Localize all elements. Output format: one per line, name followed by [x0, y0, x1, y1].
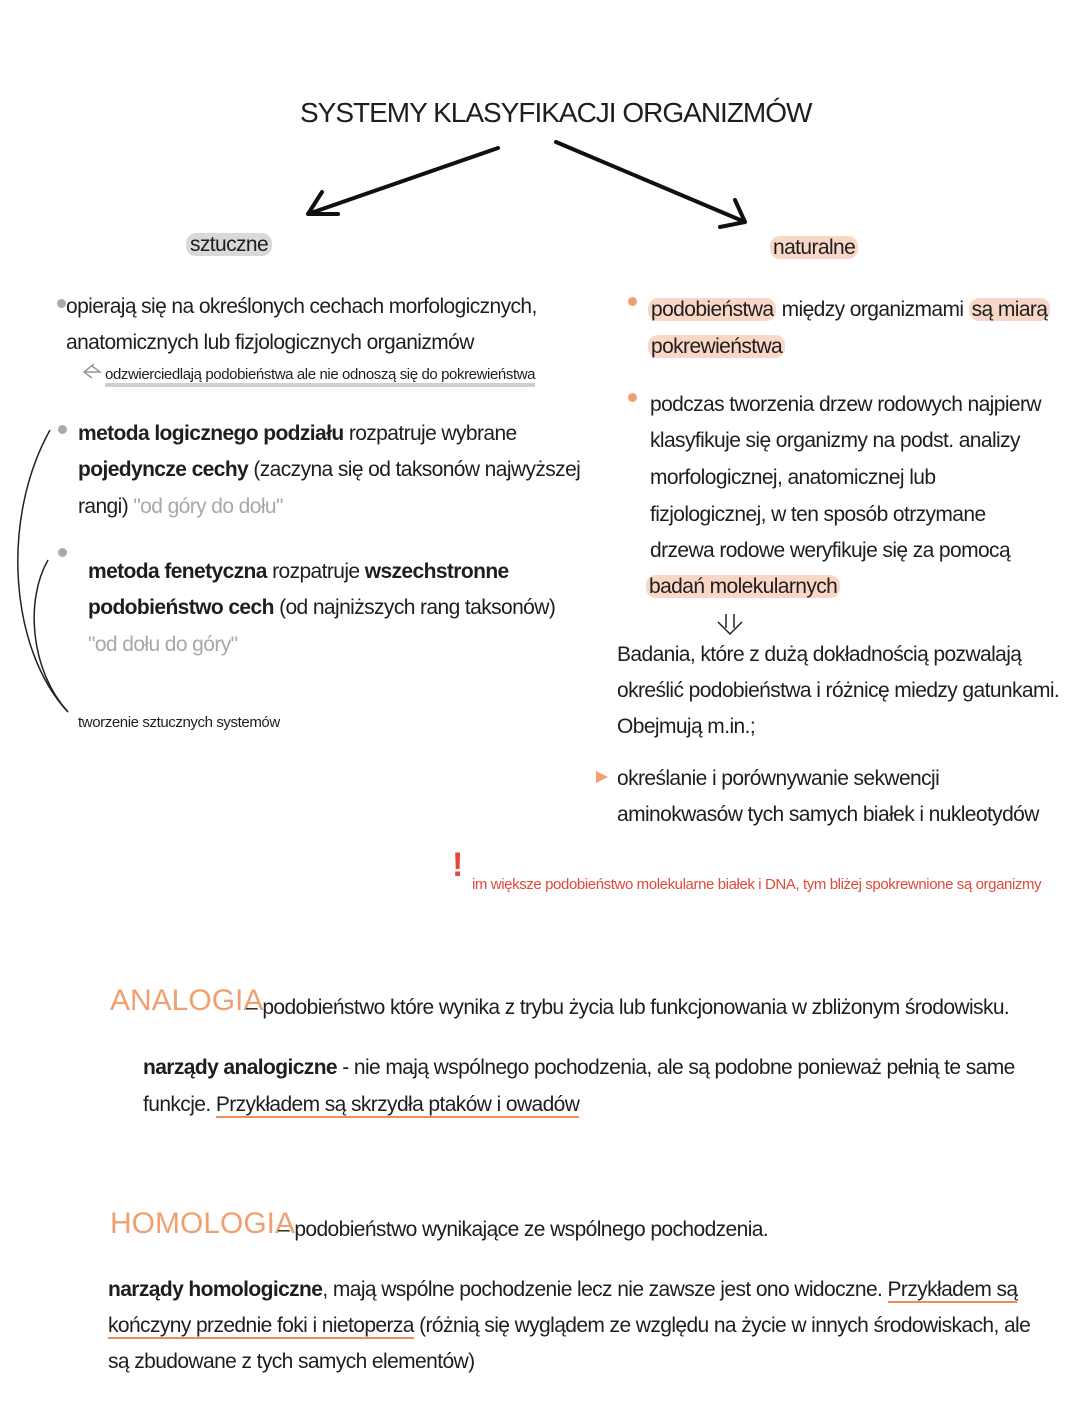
bullet-icon [58, 548, 67, 557]
text-line: pokrewieństwa [648, 334, 785, 360]
term-analogia: ANALOGIA [110, 984, 264, 1017]
heading-natural: naturalne [770, 235, 858, 261]
definition: – podobieństwo które wynika z trybu życia lub funkcjonowania w zbliżonym środowisku. [246, 996, 1010, 1019]
term-homologia: HOMOLOGIA [110, 1207, 296, 1240]
exclamation-icon: ! [452, 846, 463, 884]
text-line: rangi) "od góry do dołu" [78, 495, 283, 518]
bullet-icon [57, 299, 66, 308]
bullet-icon [628, 393, 637, 402]
text-line: kończyny przednie foki i nietoperza (różnią się wyglądem ze względu na życie w innych środowiskach, ale [108, 1314, 1031, 1337]
text-line: funkcje. Przykładem są skrzydła ptaków i owadów [143, 1093, 580, 1116]
arrow-left [308, 148, 498, 214]
bracket-label: tworzenie sztucznych systemów [78, 714, 280, 731]
text-line: fizjologicznej, w ten sposób otrzymane [650, 503, 986, 526]
text-line: metoda logicznego podziału rozpatruje wybrane [78, 422, 517, 445]
text-line: narządy analogiczne - nie mają wspólnego pochodzenia, ale są podobne ponieważ pełnią te same [143, 1056, 1015, 1079]
triangle-bullet-icon [596, 771, 608, 783]
text-line: Obejmują m.in.; [617, 715, 756, 738]
double-down-arrow-icon [718, 614, 742, 634]
heading-artificial: sztuczne [186, 232, 272, 258]
text-line: podczas tworzenia drzew rodowych najpierw [650, 393, 1041, 416]
text-line: podobieństwa między organizmami są miarą [648, 297, 1050, 323]
important-note: im większe podobieństwo molekularne białek i DNA, tym bliżej spokrewnione są organizmy [472, 876, 1042, 893]
definition: – podobieństwo wynikające ze wspólnego pochodzenia. [278, 1218, 769, 1241]
text-line: określić podobieństwa i różnicę miedzy gatunkami. [617, 679, 1060, 702]
text-line: aminokwasów tych samych białek i nukleotydów [617, 803, 1039, 826]
text-line: drzewa rodowe weryfikuje się za pomocą [650, 539, 1011, 562]
text-line: podobieństwo cech (od najniższych rang taksonów) [88, 596, 556, 619]
text-line: określanie i porównywanie sekwencji [617, 767, 940, 790]
text-line: Badania, które z dużą dokładnością pozwalają [617, 643, 1022, 666]
text-line: pojedyncze cechy (zaczyna się od taksonów najwyższej [78, 458, 581, 481]
return-arrow-icon [84, 364, 100, 378]
page-title: SYSTEMY KLASYFIKACJI ORGANIZMÓW [300, 97, 812, 128]
text-line: są zbudowane z tych samych elementów) [108, 1350, 475, 1373]
text-line: klasyfikuje się organizmy na podst. analizy [650, 429, 1020, 452]
text-line: morfologicznej, anatomicznej lub [650, 466, 936, 489]
note-line: odzwierciedlają podobieństwa ale nie odnoszą się do pokrewieństwa [105, 362, 535, 388]
bullet-icon [628, 297, 637, 306]
text-line: metoda fenetyczna rozpatruje wszechstronne [88, 560, 509, 583]
text-line: narządy homologiczne, mają wspólne pochodzenie lecz nie zawsze jest ono widoczne. Przykładem są [108, 1278, 1018, 1301]
text-line: "od dołu do góry" [88, 633, 238, 656]
text-line: anatomicznych lub fizjologicznych organizmów [66, 331, 474, 354]
text-line: opierają się na określonych cechach morfologicznych, [66, 295, 537, 318]
arrow-right [556, 142, 745, 227]
bullet-icon [58, 425, 67, 434]
text-line: badań molekularnych [646, 574, 840, 600]
bracket-curve-2 [34, 560, 68, 712]
